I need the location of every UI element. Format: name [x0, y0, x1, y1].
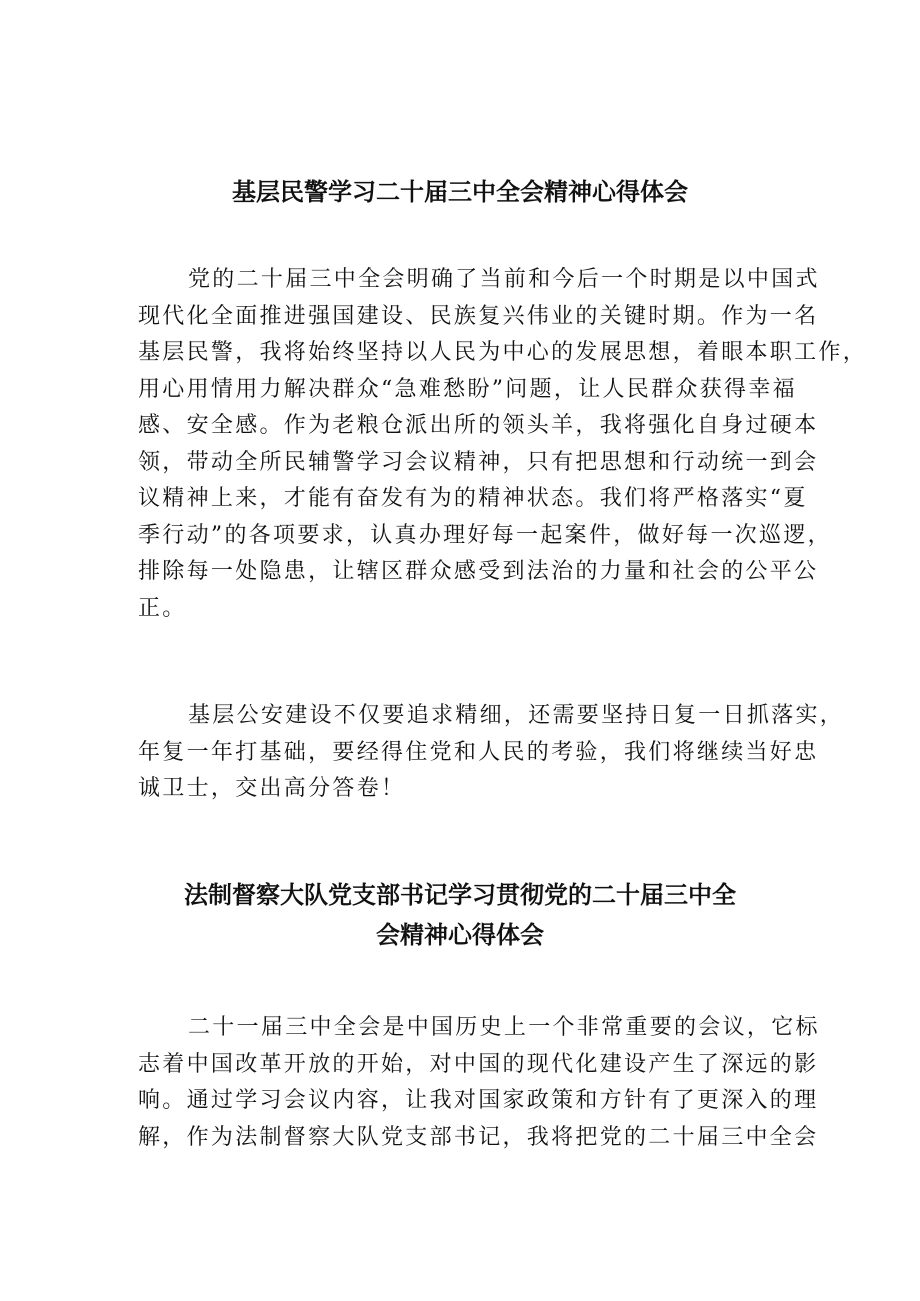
- paragraph-line: 二十一届三中全会是中国历史上一个非常重要的会议，它标: [188, 1015, 820, 1040]
- paragraph-line: 诚卫士，交出高分答卷！: [138, 776, 406, 801]
- section1-paragraph-1: [138, 262, 868, 627]
- section2-title-line-1: 法制督察大队党支部书记学习贯彻党的二十届三中全: [184, 881, 736, 909]
- section1-paragraph-2: [138, 698, 845, 808]
- paragraph-line: 正。: [138, 595, 187, 621]
- section1-title-text: 基层民警学习二十届三中全会精神心得体会: [232, 178, 688, 206]
- paragraph-line: 解，作为法制督察大队党支部书记，我将把党的二十届三中全会: [138, 1124, 819, 1150]
- paragraph-line: 领，带动全所民辅警学习会议精神，只有把思想和行动统一到会: [138, 449, 819, 475]
- paragraph-line: 季行动”的各项要求，认真办理好每一起案件，做好每一次巡逻，: [138, 522, 832, 548]
- paragraph-line: 感、安全感。作为老粮仓派出所的领头羊，我将强化自身过硬本: [138, 413, 819, 438]
- section2-title: [0, 875, 920, 955]
- section1-title: [0, 172, 920, 212]
- paragraph-line: 志着中国改革开放的开始，对中国的现代化建设产生了深远的影: [138, 1051, 819, 1077]
- paragraph-line: 基层公安建设不仅要追求精细，还需要坚持日复一日抓落实，: [188, 703, 845, 728]
- paragraph-line: 年复一年打基础，要经得住党和人民的考验，我们将继续当好忠: [138, 739, 819, 765]
- paragraph-line: 现代化全面推进强国建设、民族复兴伟业的关键时期。作为一名: [138, 303, 819, 329]
- paragraph-line: 用心用情用力解决群众“急难愁盼”问题，让人民群众获得幸福: [138, 376, 797, 402]
- paragraph-line: 基层民警，我将始终坚持以人民为中心的发展思想，着眼本职工作，: [138, 340, 868, 365]
- section2-paragraph-1: [138, 1010, 820, 1156]
- paragraph-line: 响。通过学习会议内容，让我对国家政策和方针有了更深入的理: [138, 1088, 819, 1113]
- section2-title-line-2: 会精神心得体会: [376, 921, 544, 949]
- paragraph-line: 议精神上来，才能有奋发有为的精神状态。我们将严格落实“夏: [138, 486, 808, 511]
- paragraph-line: 党的二十届三中全会明确了当前和今后一个时期是以中国式: [188, 267, 820, 292]
- paragraph-line: 排除每一处隐患，让辖区群众感受到法治的力量和社会的公平公: [138, 559, 819, 584]
